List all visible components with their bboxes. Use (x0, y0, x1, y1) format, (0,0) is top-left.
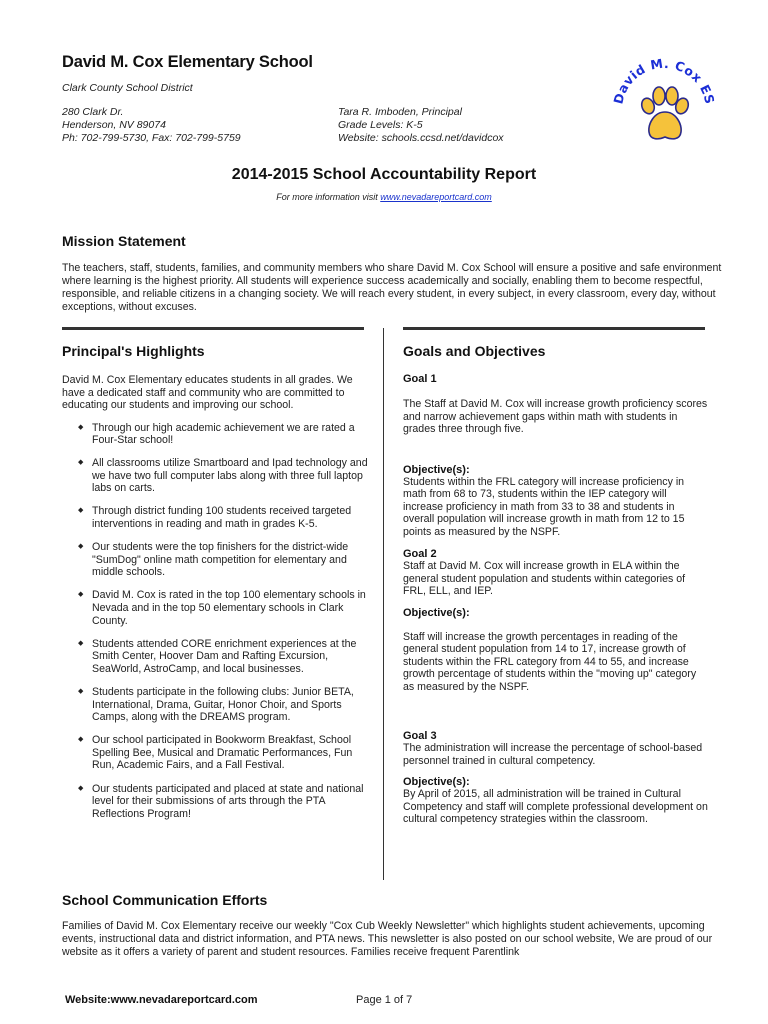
goals-section (403, 343, 708, 826)
diamond-bullet-icon: ◆ (78, 423, 84, 431)
goal-3-objective-label: Objective(s): (403, 776, 470, 788)
principal-name: Tara R. Imboden, Principal (338, 106, 462, 118)
diamond-bullet-icon: ◆ (78, 507, 84, 515)
diamond-bullet-icon: ◆ (78, 543, 84, 551)
diamond-bullet-icon: ◆ (78, 591, 84, 599)
right-column-rule (403, 327, 705, 330)
footer-website: Website:www.nevadareportcard.com (65, 994, 258, 1006)
diamond-bullet-icon: ◆ (78, 736, 84, 744)
school-address (62, 106, 241, 145)
address-phone: Ph: 702-799-5730, Fax: 702-799-5759 (62, 132, 241, 144)
school-logo (608, 48, 718, 148)
grade-levels: Grade Levels: K-5 (338, 119, 423, 131)
goal-2-objective-label: Objective(s): (403, 606, 470, 619)
goals-heading: Goals and Objectives (403, 343, 546, 359)
goal-1-objective: Students within the FRL category will increase proficiency in math from 68 to 73, students within the IEP category will increase proficiency in math from 33 to 38 and students in overall population will increase growth in math from 12 to 15 points as measured by the NSPF. (403, 475, 685, 538)
highlights-intro: David M. Cox Elementary educates students in all grades. We have a dedicated staff and community who are committed to educating our students and improving our school. (62, 374, 353, 411)
school-website: Website: schools.ccsd.net/davidcox (338, 132, 504, 144)
list-item: ◆ David M. Cox is rated in the top 100 elementary schools in Nevada and in the top 50 elementary schools in Clark County. (78, 589, 366, 627)
page-number: Page 1 of 7 (356, 994, 413, 1006)
goal-1-title: Goal 1 (403, 373, 437, 385)
list-item: ◆ Students participate in the following clubs: Junior BETA, International, Drama, Guitar, Honor Choir, and Sports Camps, along with the DREAMS program. (78, 686, 354, 724)
goal-3-text: The administration will increase the percentage of school-based personnel trained in cultural competency. (403, 742, 703, 767)
list-item: ◆ Through district funding 100 students received targeted interventions in reading and math in grades K-5. (78, 505, 352, 531)
goal-3-title: Goal 3 (403, 730, 437, 742)
mission-text: The teachers, staff, students, families, and community members who share David M. Cox School will ensure a positive and safe environment where learning is the highest priority. All students will experience success academically and socially, enabling them to become respectful, responsible, and reliable citizens in a changing society. We will reach every student, in every subject, in every classroom, every day, without exceptions, without excuses. (62, 262, 722, 313)
school-name: David M. Cox Elementary School (62, 53, 313, 71)
diamond-bullet-icon: ◆ (78, 784, 84, 792)
list-item: ◆ Our school participated in Bookworm Breakfast, School Spelling Bee, Musical and Dramatic Performances, Fun Run, Academic Fairs, and a Fall Festival. (78, 734, 353, 772)
school-info (338, 106, 504, 145)
goal-1-objective-label: Objective(s): (403, 463, 470, 476)
report-title: 2014-2015 School Accountability Report (231, 166, 537, 183)
list-item: ◆ Our students participated and placed at state and national level for their submissions of arts through the PTA Reflections Program! (78, 782, 364, 820)
goal-1-text: The Staff at David M. Cox will increase growth proficiency scores and narrow achievement gaps within math with students in grades three through five. (403, 398, 708, 435)
more-info-line (0, 192, 768, 202)
highlights-list (62, 422, 372, 821)
goal-3-objective: By April of 2015, all administration will be trained in Cultural Competency and staff will complete professional development on cultural competency strategies within the classroom. (403, 788, 708, 825)
goal-2-objective: Staff will increase the growth percentages in reading of the general student population from 14 to 17, increase growth of students within the FRL category from 44 to 55, and increase growth percentage of students within the "moving up" category as measured by the NSPF. (403, 630, 697, 693)
more-info-prefix: For more information visit (276, 192, 381, 202)
principal-highlights-section (62, 343, 372, 831)
column-divider (383, 328, 384, 880)
logo-text: David M. Cox ES (610, 55, 718, 106)
diamond-bullet-icon: ◆ (78, 688, 84, 695)
diamond-bullet-icon: ◆ (78, 459, 84, 467)
address-city: Henderson, NV 89074 (62, 119, 166, 131)
communication-heading: School Communication Efforts (62, 892, 268, 908)
paw-print-icon (608, 48, 718, 148)
list-item: ◆ Students attended CORE enrichment experiences at the Smith Center, Hoover Dam and Rafting Excursion, SeaWorld, AstroCamp, and local businesses. (78, 637, 357, 675)
list-item: ◆ All classrooms utilize Smartboard and Ipad technology and we have two full computer labs along with three full laptop labs on carts. (78, 457, 368, 495)
goal-2-text: Staff at David M. Cox will increase growth in ELA within the general student population and students within categories of FRL, ELL, and IEP. (403, 560, 686, 597)
mission-heading: Mission Statement (62, 233, 186, 249)
nevada-report-card-link[interactable]: www.nevadareportcard.com (380, 192, 492, 202)
left-column-rule (62, 327, 364, 330)
list-item: ◆ Our students were the top finishers for the district-wide "SumDog" online math competition for elementary and middle schools. (78, 541, 349, 579)
address-street: 280 Clark Dr. (62, 106, 124, 118)
highlights-heading: Principal's Highlights (62, 343, 205, 359)
district-name: Clark County School District (62, 82, 193, 94)
diamond-bullet-icon: ◆ (78, 639, 84, 647)
goal-2-title: Goal 2 (403, 548, 437, 560)
communication-text: Families of David M. Cox Elementary receive our weekly "Cox Cub Weekly Newsletter" which highlights student achievements, upcoming events, instructional data and district information, and PTA news. This newsletter is also posted on our school website, We are proud of our website as it offers a variety of parent and student resources. Families receive frequent Parentlink (62, 920, 713, 958)
list-item: ◆ Through our high academic achievement we are rated a Four-Star school! (78, 421, 355, 447)
